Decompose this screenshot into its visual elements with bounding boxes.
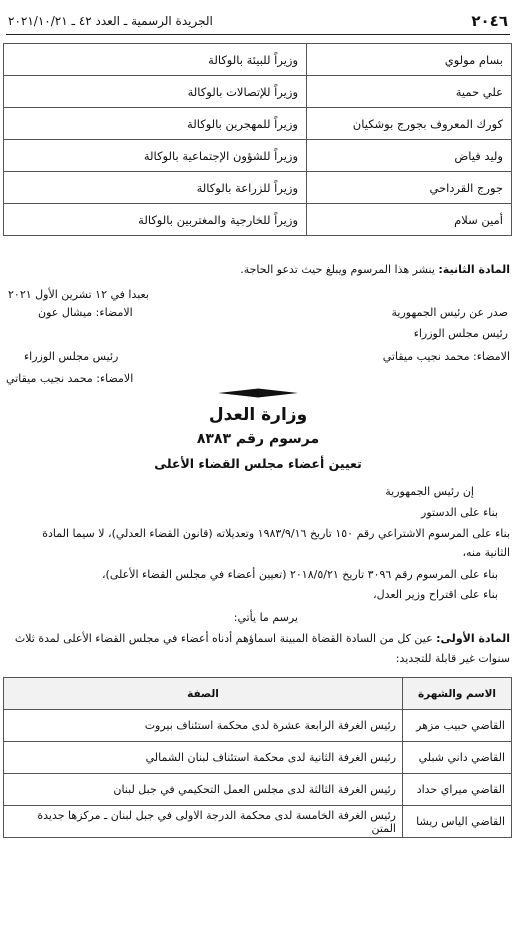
table-row (4, 108, 512, 140)
ministers-table (3, 43, 512, 236)
judge-name: القاضي ميراي حداد (403, 774, 512, 806)
page-number: ٢٠٤٦ (471, 12, 508, 30)
article-1-line-2: سنوات غير قابلة للتجديد: (395, 652, 510, 665)
judge-role: رئيس الغرفة الخامسة لدى محكمة الدرجة الاولى في جبل لبنان ـ مركزها جديدة المتن (4, 806, 403, 838)
decree-number: مرسوم رقم ٨٣٨٣ (196, 431, 320, 447)
judge-role: رئيس الغرفة الثالثة لدى مجلس العمل التحكيمي في جبل لبنان (4, 774, 403, 806)
minister-name: علي حمية (307, 76, 512, 108)
judge-role: رئيس الغرفة الرابعة عشرة لدى محكمة استئناف بيروت (4, 710, 403, 742)
column-header-role: الصفة (4, 678, 403, 710)
preamble-law-line-2: الثانية منه، (462, 546, 510, 559)
preamble-decree-ref: بناء على المرسوم رقم ٣٠٩٦ تاريخ ٢٠١٨/٥/٢١ (تعيين أعضاء في مجلس القضاء الأعلى)، (101, 568, 498, 581)
table-row (4, 44, 512, 76)
judges-table (3, 677, 512, 838)
minister-role: وزيراً للمهجرين بالوكالة (4, 108, 307, 140)
judge-name: القاضي الياس ريشا (403, 806, 512, 838)
column-header-name: الاسم والشهرة (403, 678, 512, 710)
table-header-row (4, 678, 512, 710)
pm-signature: الامضاء: محمد نجيب ميقاتي (382, 350, 510, 363)
article-2-text: ينشر هذا المرسوم ويبلغ حيث تدعو الحاجة. (240, 263, 435, 276)
table-row (4, 204, 512, 236)
article-2 (240, 263, 510, 276)
minister-name: أمين سلام (307, 204, 512, 236)
minister-name: بسام مولوي (307, 44, 512, 76)
header-rule (6, 34, 510, 35)
issued-by: صدر عن رئيس الجمهورية (391, 306, 508, 319)
preamble-constitution: بناء على الدستور (421, 506, 498, 519)
preamble-decrees: يرسم ما يأتي: (233, 611, 298, 624)
pm-signature-2: الامضاء: محمد نجيب ميقاتي (6, 372, 134, 385)
president-signature: الامضاء: ميشال عون (38, 306, 133, 319)
table-row (4, 742, 512, 774)
preamble-president: إن رئيس الجمهورية (385, 485, 474, 498)
decree-subject: تعيين أعضاء مجلس القضاء الأعلى (154, 456, 362, 471)
minister-role: وزيراً للخارجية والمغتربين بالوكالة (4, 204, 307, 236)
section-divider (218, 388, 298, 398)
pm-title: رئيس مجلس الوزراء (413, 327, 508, 340)
judge-role: رئيس الغرفة الثانية لدى محكمة استئناف لبنان الشمالي (4, 742, 403, 774)
minister-role: وزيراً للبيئة بالوكالة (4, 44, 307, 76)
article-1-line-1 (15, 632, 510, 645)
preamble-law-line-1: بناء على المرسوم الاشتراعي رقم ١٥٠ تاريخ ١٩٨٣/٩/١٦ وتعديلاته (قانون القضاء العدلي)، لا سيما المادة (42, 527, 510, 540)
judge-name: القاضي حبيب مزهر (403, 710, 512, 742)
table-row (4, 140, 512, 172)
minister-role: وزيراً للشؤون الإجتماعية بالوكالة (4, 140, 307, 172)
article-1-label: المادة الأولى: (436, 632, 510, 645)
table-row (4, 172, 512, 204)
table-row (4, 76, 512, 108)
minister-role: وزيراً للإتصالات بالوكالة (4, 76, 307, 108)
table-row (4, 774, 512, 806)
judge-name: القاضي داني شبلي (403, 742, 512, 774)
minister-name: وليد فياض (307, 140, 512, 172)
page-header (8, 12, 508, 34)
minister-name: كورك المعروف بجورج بوشكيان (307, 108, 512, 140)
article-2-label: المادة الثانية: (438, 263, 510, 276)
minister-role: وزيراً للزراعة بالوكالة (4, 172, 307, 204)
pm-title-2: رئيس مجلس الوزراء (24, 350, 119, 363)
table-row (4, 806, 512, 838)
article-1-text: عين كل من السادة القضاة المبينة اسماؤهم أدناه أعضاء في مجلس القضاء الأعلى لمدة ثلاث (14, 632, 433, 645)
minister-name: جورج القرداحي (307, 172, 512, 204)
gazette-issue-line: الجريدة الرسمية ـ العدد ٤٢ ـ ٢٠٢١/١٠/٢١ (8, 14, 213, 28)
ministry-title: وزارة العدل (208, 405, 308, 425)
table-row (4, 710, 512, 742)
preamble-proposal: بناء على اقتراح وزير العدل، (373, 588, 498, 601)
signing-date: بعبدا في ١٢ تشرين الأول ٢٠٢١ (8, 288, 149, 301)
